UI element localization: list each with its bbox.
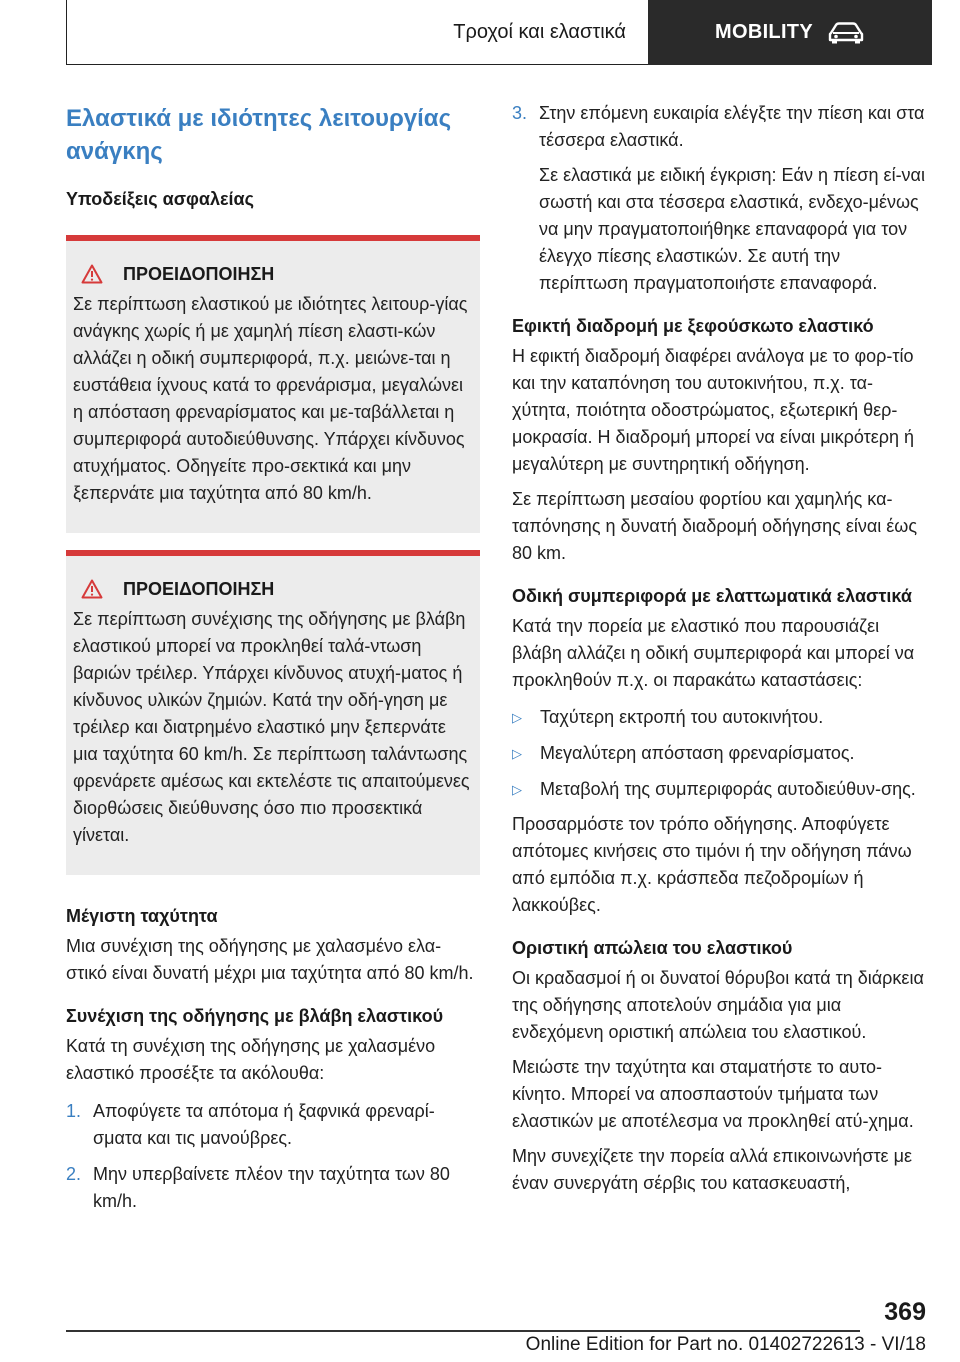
range-text-1: Η εφικτή διαδρομή διαφέρει ανάλογα με το φορ‐τίο και την καταπόνηση του αυτοκινήτου, π.χ. τα‐χύτητα, ποιότητα οδοστρώματος, εξωτερική θερ‐μοκρασία. Η διαδρομή μπορεί να είναι μικρότερη ή μεγαλύτερη με συντηρητική οδήγηση.: [512, 346, 915, 474]
warning-box-1: [66, 235, 480, 533]
warning-label-1: ΠΡΟΕΙΔΟΠΟΙΗΣΗ: [123, 264, 275, 284]
max-speed-text: Μια συνέχιση της οδήγησης με χαλασμένο ελα‐στικό είναι δυνατή μέχρι μια ταχύτητα από 80 km/h.: [66, 936, 474, 983]
step-text: Στην επόμενη ευκαιρία ελέγξτε την πίεση και στα τέσσερα ελαστικά.: [539, 103, 925, 150]
footer-divider: [66, 1330, 860, 1332]
behavior-text: Κατά την πορεία με ελαστικό που παρουσιάζει βλάβη αλλάζει η οδική συμπεριφορά και μπορεί να προκληθούν π.χ. οι παρακάτω καταστάσεις:: [512, 616, 915, 690]
step-text: Αποφύγετε τα απότομα ή ξαφνικά φρεναρί‐σματα και τις μανούβρες.: [93, 1101, 435, 1148]
section-title: Ελαστικά με ιδιότητες λειτουργίας ανάγκης: [66, 105, 452, 165]
adapt-text: Προσαρμόστε τον τρόπο οδήγησης. Αποφύγετε απότομες κινήσεις στο τιμόνι ή την οδήγηση πάνω από εμπόδια π.χ. κράσπεδα πεζοδρομίων ή λακκούβες.: [512, 814, 912, 915]
loss-heading: Οριστική απώλεια του ελαστικού: [512, 938, 793, 958]
header-chapter-label: MOBILITY: [715, 21, 813, 43]
right-column: [512, 100, 926, 1197]
list-item: [66, 1161, 480, 1215]
bullet-text: Ταχύτερη εκτροπή του αυτοκινήτου.: [540, 707, 824, 727]
bullet-text: Μεταβολή της συμπεριφοράς αυτοδιεύθυν‐σης.: [540, 779, 916, 799]
warning-header-2: [73, 576, 473, 602]
effects-list: [512, 704, 926, 803]
step-number: 1.: [66, 1101, 82, 1121]
list-item: [512, 776, 926, 803]
warning-text-1: Σε περίπτωση ελαστικού με ιδιότητες λειτουρ‐γίας ανάγκης χωρίς ή με χαμηλή πίεση ελαστι‐κών αλλάζει η οδική συμπεριφορά, π.χ. μειώνε‐ται η ευστάθεια ίχνους κατά το φρενάρισμα, μεγαλώνει η απόσταση φρεναρίσματος και με‐ταβάλλεται η συμπεριφορά αυτοδιεύθυνσης. Υπάρχει κίνδυνος ατυχήματος. Οδηγείτε προ‐σεκτικά και μην ξεπερνάτε μια ταχύτητα από 80 km/h.: [73, 294, 468, 503]
list-item: [512, 704, 926, 731]
warning-label-2: ΠΡΟΕΙΔΟΠΟΙΗΣΗ: [123, 579, 275, 599]
continue-heading: Συνέχιση της οδήγησης με βλάβη ελαστικού: [66, 1006, 444, 1026]
safety-heading: Υποδείξεις ασφαλείας: [66, 189, 254, 209]
header-chapter-tab: [648, 0, 932, 65]
warning-text-2: Σε περίπτωση συνέχισης της οδήγησης με βλάβη ελαστικού μπορεί να προκληθεί ταλά‐ντωση βαριών τρέιλερ. Υπάρχει κίνδυνος ατυχή‐ματος ή κίνδυνος υλικών ζημιών. Κατά την οδή‐γηση με τρέιλερ και διατρημένο ελαστικό μην ξεπερνάτε μια ταχύτητα 60 km/h. Σε περίπτωση ταλάντωσης φρενάρετε αμέσως και εκτελέστε τις απαιτούμενες διορθώσεις διεύθυνσης όσο πιο προσεκτικά γίνεται.: [73, 609, 470, 845]
warning-header-1: [73, 261, 473, 287]
page-number: 369: [884, 1298, 926, 1326]
bullet-triangle-icon: ▷: [512, 746, 522, 761]
warning-triangle-icon: [81, 264, 103, 284]
range-heading: Εφικτή διαδρομή με ξεφούσκωτο ελαστικό: [512, 316, 874, 336]
bullet-triangle-icon: ▷: [512, 710, 522, 725]
list-item: [66, 1098, 480, 1152]
edition-note: Online Edition for Part no. 01402722613 - VI/18: [525, 1334, 926, 1355]
list-item: [512, 100, 926, 154]
range-text-2: Σε περίπτωση μεσαίου φορτίου και χαμηλής κα‐ταπόνησης η δυνατή διαδρομή οδήγησης είναι έως 80 km.: [512, 489, 918, 563]
loss-text-3: Μην συνεχίζετε την πορεία αλλά επικοινωνήστε με έναν συνεργάτη σέρβις του κατασκευαστή,: [512, 1146, 912, 1193]
car-icon: [827, 22, 865, 44]
steps-list: [66, 1098, 480, 1215]
bullet-triangle-icon: ▷: [512, 782, 522, 797]
list-item: [512, 740, 926, 767]
step-note: Σε ελαστικά με ειδική έγκριση: Εάν η πίεση εί‐ναι σωστή και στα τέσσερα ελαστικά, ενδεχο‐μένως να μην πραγματοποιήθηκε επαναφορά για τον έλεγχο πίεσης ελαστικών. Σε αυτή την περίπτωση πραγματοποιήστε επαναφορά.: [539, 165, 925, 293]
loss-text-2: Μειώστε την ταχύτητα και σταματήστε το αυτο‐κίνητο. Μπορεί να αποσπαστούν τμήματα των ελαστικών με αποτέλεσμα να προκληθεί ατύ‐χημα.: [512, 1057, 914, 1131]
loss-text-1: Οι κραδασμοί ή οι δυνατοί θόρυβοι κατά τη διάρκεια της οδήγησης αποτελούν σημάδια για μια ενδεχόμενη οριστική απώλεια του ελαστικού.: [512, 968, 924, 1042]
bullet-text: Μεγαλύτερη απόσταση φρεναρίσματος.: [540, 743, 855, 763]
step-number: 3.: [512, 103, 528, 123]
warning-box-2: [66, 550, 480, 875]
step-number: 2.: [66, 1164, 82, 1184]
steps-list-continued: [512, 100, 926, 154]
continue-text: Κατά τη συνέχιση της οδήγησης με χαλασμένο ελαστικό προσέξτε τα ακόλουθα:: [66, 1036, 436, 1083]
behavior-heading: Οδική συμπεριφορά με ελαττωματικά ελαστικά: [512, 586, 912, 606]
warning-triangle-icon: [81, 579, 103, 599]
header-section-title: Τροχοί και ελαστικά: [453, 21, 626, 43]
max-speed-heading: Μέγιστη ταχύτητα: [66, 906, 218, 926]
step-text: Μην υπερβαίνετε πλέον την ταχύτητα των 80 km/h.: [93, 1164, 450, 1211]
left-column: [66, 100, 480, 1215]
